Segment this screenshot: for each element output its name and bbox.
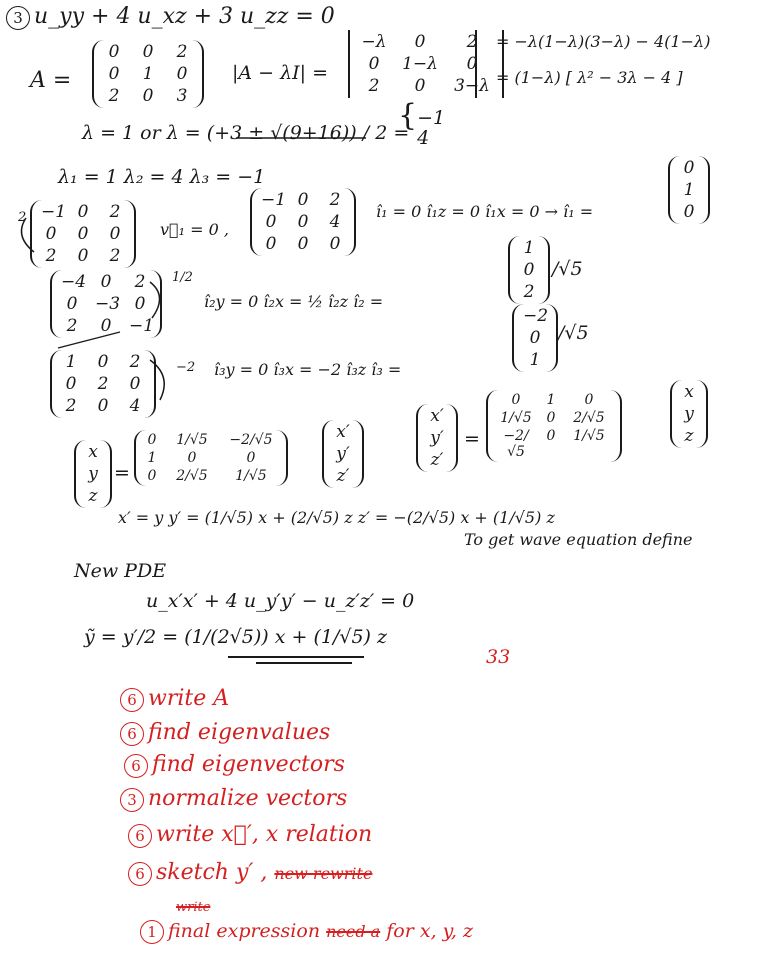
rubric-text-5: write x⃗′, x relation [156, 822, 373, 847]
matrix-cell: z [684, 426, 694, 446]
matrix-cell: 1/√5 [500, 410, 532, 426]
matrix-cell: 0 [129, 374, 141, 394]
matrix-cell: 2 [66, 316, 78, 336]
matrix-cell: y′ [430, 428, 444, 448]
matrix-cell: −1 [129, 316, 155, 336]
matrix-cell: 0 [134, 294, 146, 314]
matrix-cell: 0 [265, 234, 277, 254]
matrix-cell: 1 [529, 350, 541, 370]
ev2-eq: î₂y = 0 î₂x = ½ î₂z î₂ = [204, 292, 384, 311]
matrix-cell: 0 [529, 328, 541, 348]
matrix-cell: 1/√5 [176, 432, 208, 448]
rubric-text-2: find eigenvalues [148, 720, 331, 745]
eigen-root-2: 4 [417, 127, 430, 149]
matrix-cell: 1/√5 [573, 428, 605, 444]
matrix-cell: 2 [466, 32, 478, 52]
ev1-margin-note: 2 [18, 210, 27, 225]
matrix-cell: z′ [430, 450, 444, 470]
transform-relations: x′ = y y′ = (1/√5) x + (2/√5) z z′ = −(2/√5) x + (1/√5) z [118, 508, 555, 527]
rubric-points-5: 6 [128, 824, 152, 848]
matrix-cell: 0 [297, 212, 309, 232]
matrix-cell: 2 [65, 396, 77, 416]
ev1-eq-b: î₁ = 0 î₁z = 0 î₁x = 0 → î₁ = [376, 202, 594, 221]
matrix-cell: 2 [45, 246, 57, 266]
matrix-cell: 0 [100, 272, 112, 292]
matrix-cell: −1 [41, 202, 67, 222]
rubric-text-3: find eigenvectors [152, 752, 345, 777]
matrix-cell: 4 [129, 396, 141, 416]
matrix-cell: 1 [683, 180, 695, 200]
matrix-cell: 2 [329, 190, 341, 210]
new-pde-heading: New PDE [74, 560, 167, 582]
matrix-cell: y′ [336, 444, 350, 464]
matrix-cell: 0 [147, 468, 157, 484]
matrix-cell: 2 [129, 352, 141, 372]
rubric-text-6: sketch y′ , [156, 860, 268, 885]
matrix-cell: 0 [147, 432, 157, 448]
matrix-cell: x′ [336, 422, 350, 442]
rubric-points-7: 1 [140, 920, 164, 944]
matrix-cell: 0 [187, 450, 197, 466]
char-expansion-1: = −λ(1−λ)(3−λ) − 4(1−λ) [496, 32, 711, 51]
matrix-cell: 0 [297, 234, 309, 254]
matrix-cell: 1 [546, 392, 556, 408]
matrix-cell: x [684, 382, 694, 402]
rubric-points-1: 6 [120, 688, 144, 712]
matrix-cell: −1 [261, 190, 287, 210]
matrix-cell: 1 [65, 352, 77, 372]
eigen-solve: λ = 1 or λ = (+3 ± √(9+16)) / 2 = [82, 122, 410, 144]
rubric-struck-6: new rewrite [274, 864, 373, 883]
rubric-points-2: 6 [120, 722, 144, 746]
matrix-cell: 2 [176, 42, 188, 62]
matrix-cell: 0 [546, 428, 556, 444]
matrix-cell: 2 [97, 374, 109, 394]
ev3-eq: î₃y = 0 î₃x = −2 î₃z î₃ = [214, 360, 402, 379]
new-pde-equation: u_x′x′ + 4 u_y′y′ − u_z′z′ = 0 [146, 590, 415, 612]
ev1-eq-a: v⃗₁ = 0 , [160, 220, 229, 239]
matrix-cell: −2/√5 [503, 428, 529, 460]
matrix-cell: 0 [523, 260, 535, 280]
matrix-cell: 0 [683, 158, 695, 178]
matrix-cell: 0 [265, 212, 277, 232]
ev2-norm: /√5 [552, 258, 583, 280]
matrix-a-label: A = [30, 68, 72, 93]
eigenvalues-list: λ₁ = 1 λ₂ = 4 λ₃ = −1 [58, 166, 266, 188]
matrix-cell: 0 [97, 396, 109, 416]
matrix-cell: 2/√5 [573, 410, 605, 426]
matrix-cell: 0 [584, 392, 594, 408]
matrix-cell: 0 [246, 450, 256, 466]
matrix-cell: 0 [77, 246, 89, 266]
matrix-cell: x [88, 442, 98, 462]
char-det-label: |A − λI| = [232, 62, 329, 84]
problem-number: 3 [6, 6, 30, 30]
matrix-cell: 2 [108, 86, 120, 106]
matrix-cell: 0 [142, 42, 154, 62]
rubric-points-3: 6 [124, 754, 148, 778]
rubric-text-4: normalize vectors [148, 786, 348, 811]
rubric-text-1: write A [148, 686, 230, 711]
ev3-margin-note: −2 [176, 360, 196, 375]
matrix-cell: 1 [147, 450, 157, 466]
grader-score: 33 [486, 646, 511, 668]
matrix-cell: 0 [45, 224, 57, 244]
rubric-struck-7: need a [326, 922, 381, 941]
rubric-tail-7: for x, y, z [386, 920, 473, 942]
new-pde-note: To get wave equation define [464, 530, 693, 549]
transform-equals-1: = [114, 462, 130, 484]
matrix-cell: 0 [511, 392, 521, 408]
matrix-cell: 1 [142, 64, 154, 84]
ev2-margin-note: 1/2 [172, 270, 193, 285]
matrix-cell: 3 [176, 86, 188, 106]
matrix-cell: −2 [523, 306, 549, 326]
matrix-cell: 0 [108, 64, 120, 84]
matrix-cell: 0 [368, 54, 380, 74]
matrix-cell: 2/√5 [176, 468, 208, 484]
problem-pde: u_yy + 4 u_xz + 3 u_zz = 0 [34, 4, 335, 29]
matrix-cell: 0 [466, 54, 478, 74]
matrix-cell: 0 [414, 76, 426, 96]
matrix-cell: 0 [546, 410, 556, 426]
eigen-root-1: −1 [417, 107, 446, 129]
matrix-cell: 0 [297, 190, 309, 210]
matrix-cell: 0 [100, 316, 112, 336]
matrix-cell: 0 [77, 224, 89, 244]
matrix-cell: 0 [97, 352, 109, 372]
matrix-cell: y [684, 404, 694, 424]
matrix-cell: −4 [61, 272, 87, 292]
matrix-cell: 3−λ [454, 76, 490, 96]
matrix-cell: 0 [176, 64, 188, 84]
matrix-cell: 0 [66, 294, 78, 314]
matrix-cell: 1/√5 [235, 468, 267, 484]
matrix-cell: 0 [108, 42, 120, 62]
matrix-cell: 0 [142, 86, 154, 106]
matrix-cell: x′ [430, 406, 444, 426]
matrix-cell: 2 [109, 246, 121, 266]
matrix-cell: 4 [329, 212, 341, 232]
rubric-above-7: write [176, 900, 211, 915]
char-expansion-2: = (1−λ) [ λ² − 3λ − 4 ] [496, 68, 683, 87]
rubric-points-4: 3 [120, 788, 144, 812]
ytilde-definition: ỹ = y′/2 = (1/(2√5)) x + (1/√5) z [84, 626, 388, 648]
matrix-cell: 0 [65, 374, 77, 394]
matrix-cell: 0 [329, 234, 341, 254]
matrix-cell: −λ [361, 32, 387, 52]
eigen-roots: {−1 4 [398, 98, 446, 149]
ev3-norm: /√5 [558, 322, 589, 344]
matrix-cell: 1−λ [402, 54, 438, 74]
rubric-points-6: 6 [128, 862, 152, 886]
matrix-cell: −2/√5 [229, 432, 273, 448]
matrix-cell: 2 [109, 202, 121, 222]
matrix-cell: z [88, 486, 98, 506]
matrix-cell: 0 [109, 224, 121, 244]
matrix-cell: 2 [134, 272, 146, 292]
matrix-cell: −3 [95, 294, 121, 314]
matrix-cell: 0 [683, 202, 695, 222]
matrix-cell: y [88, 464, 98, 484]
matrix-cell: 0 [414, 32, 426, 52]
transform-equals-2: = [464, 428, 480, 450]
matrix-cell: 2 [523, 282, 535, 302]
matrix-cell: 1 [523, 238, 535, 258]
matrix-cell: 2 [368, 76, 380, 96]
matrix-cell: z′ [336, 466, 350, 486]
matrix-cell: 0 [77, 202, 89, 222]
rubric-text-7: final expression [168, 920, 321, 942]
